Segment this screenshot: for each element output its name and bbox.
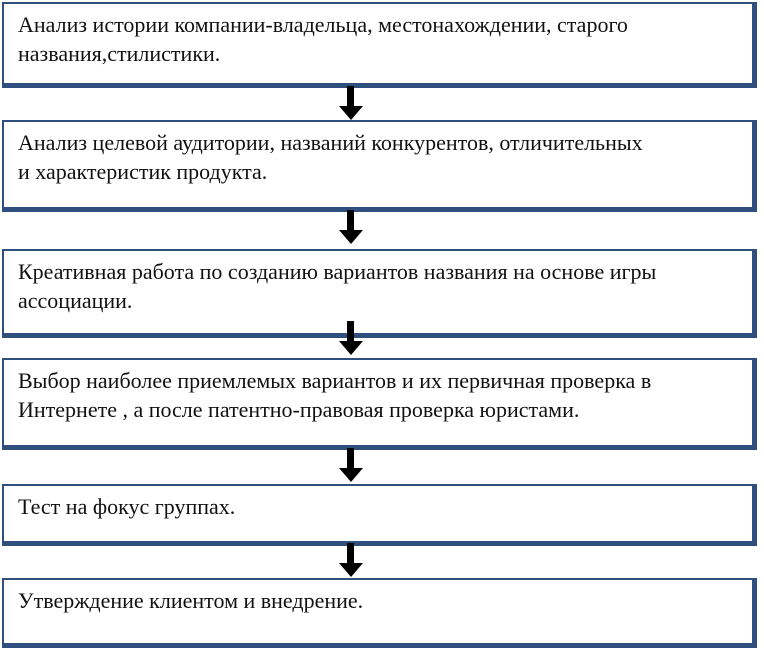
step-6-box — [2, 578, 757, 648]
step-5-box — [2, 484, 757, 546]
arrow-down-icon — [339, 86, 363, 124]
step-1-line-1: Анализ истории компании-владельца, местонахождении, старого — [18, 12, 628, 37]
arrow-down-icon — [339, 448, 363, 486]
step-4-box — [2, 358, 757, 450]
step-4-line-2: Интернете , а после патентно-правовая проверка юристами. — [18, 397, 580, 422]
step-5-line-1: Тест на фокус группах. — [18, 494, 236, 519]
step-2-line-2: и характеристик продукта. — [18, 159, 268, 184]
step-6-line-1: Утверждение клиентом и внедрение. — [18, 588, 364, 613]
step-3-box — [2, 249, 757, 338]
step-2-box — [2, 120, 757, 212]
step-2-line-1: Анализ целевой аудитории, названий конкурентов, отличительных — [18, 130, 643, 155]
arrow-down-icon — [339, 321, 363, 359]
arrow-down-icon — [339, 210, 363, 248]
step-4-line-1: Выбор наиболее приемлемых вариантов и их первичная проверка в — [18, 368, 652, 393]
step-1-line-2: названия,стилистики. — [18, 41, 221, 66]
step-3-line-1: Креативная работа по созданию вариантов названия на основе игры — [18, 259, 657, 284]
step-1-box — [2, 2, 757, 88]
arrow-down-icon — [339, 543, 363, 581]
step-3-line-2: ассоциации. — [18, 288, 133, 313]
